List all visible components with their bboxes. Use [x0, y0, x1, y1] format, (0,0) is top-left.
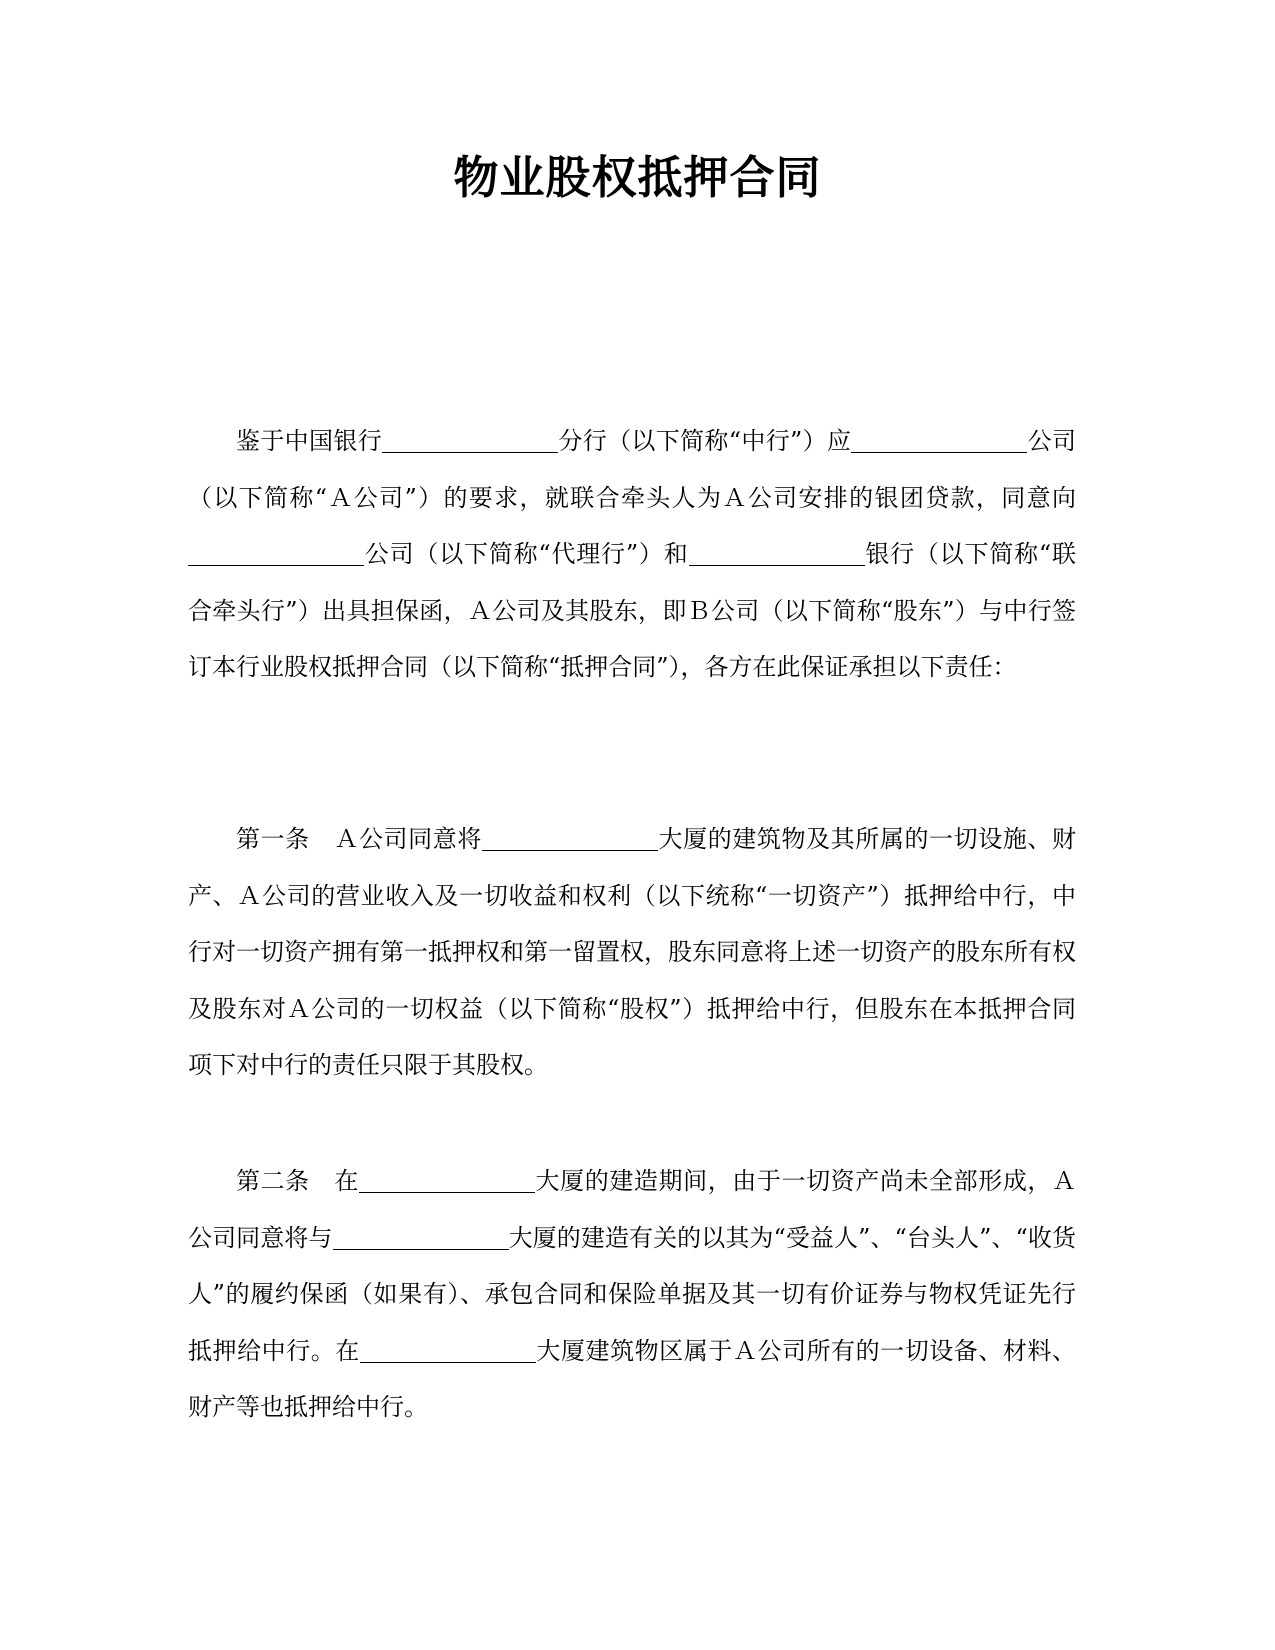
intro-text-1: 鉴于中国银行	[236, 427, 383, 455]
clause-2-text-2: 大厦的建造期间，由于一切资产尚未全部形成，Ａ公司同意将与	[188, 1167, 1077, 1252]
clause-2-text-1: 第二条 在	[236, 1167, 359, 1195]
blank-lead-bank[interactable]	[689, 541, 865, 566]
blank-company-name[interactable]	[851, 428, 1027, 453]
intro-paragraph	[188, 413, 1076, 696]
clause-1-text-2: 大厦的建筑物及其所属的一切设施、财产、Ａ公司的营业收入及一切收益和权利（以下统称“一切资产”）抵押给中行，中行对一切资产拥有第一抵押权和第一留置权，股东同意将上述一切资产的股东所有权及股东对Ａ公司的一切权益（以下简称“股权”）抵押给中行，但股东在本抵押合同项下对中行的责任只限于其股权。	[188, 825, 1077, 1079]
clause-2-text-4: 大厦建筑物区属于Ａ公司所有的一切设备、材料、财产等也抵押给中行。	[188, 1336, 1077, 1421]
clause-1-paragraph	[188, 811, 1076, 1094]
intro-text-3: 公司（以下简称“Ａ公司”）的要求，就联合牵头人为Ａ公司安排的银团贷款，同意向	[188, 427, 1077, 512]
intro-text-5: 银行（以下简称“联合牵头行”）出具担保函，Ａ公司及其股东，即Ｂ公司（以下简称“股东”）与中行签订本行业股权抵押合同（以下简称“抵押合同”），各方在此保证承担以下责任：	[188, 540, 1076, 681]
clause-2-text-3: 大厦的建造有关的以其为“受益人”、“台头人”、“收货人”的履约保函（如果有）、承包合同和保险单据及其一切有价证券与物权凭证先行抵押给中行。在	[188, 1223, 1076, 1365]
blank-building-name-3[interactable]	[333, 1225, 509, 1250]
blank-building-name-4[interactable]	[360, 1338, 536, 1363]
clause-2-paragraph	[188, 1153, 1076, 1436]
blank-building-name-2[interactable]	[359, 1168, 535, 1193]
blank-building-name[interactable]	[482, 826, 658, 851]
clause-1-text-1: 第一条 Ａ公司同意将	[236, 825, 482, 853]
document-title: 物业股权抵押合同	[453, 151, 822, 204]
intro-text-2: 分行（以下简称“中行”）应	[558, 427, 852, 455]
blank-agent-company[interactable]	[188, 541, 364, 566]
blank-bank-branch[interactable]	[382, 428, 558, 453]
intro-text-4: 公司（以下简称“代理行”）和	[364, 540, 689, 568]
